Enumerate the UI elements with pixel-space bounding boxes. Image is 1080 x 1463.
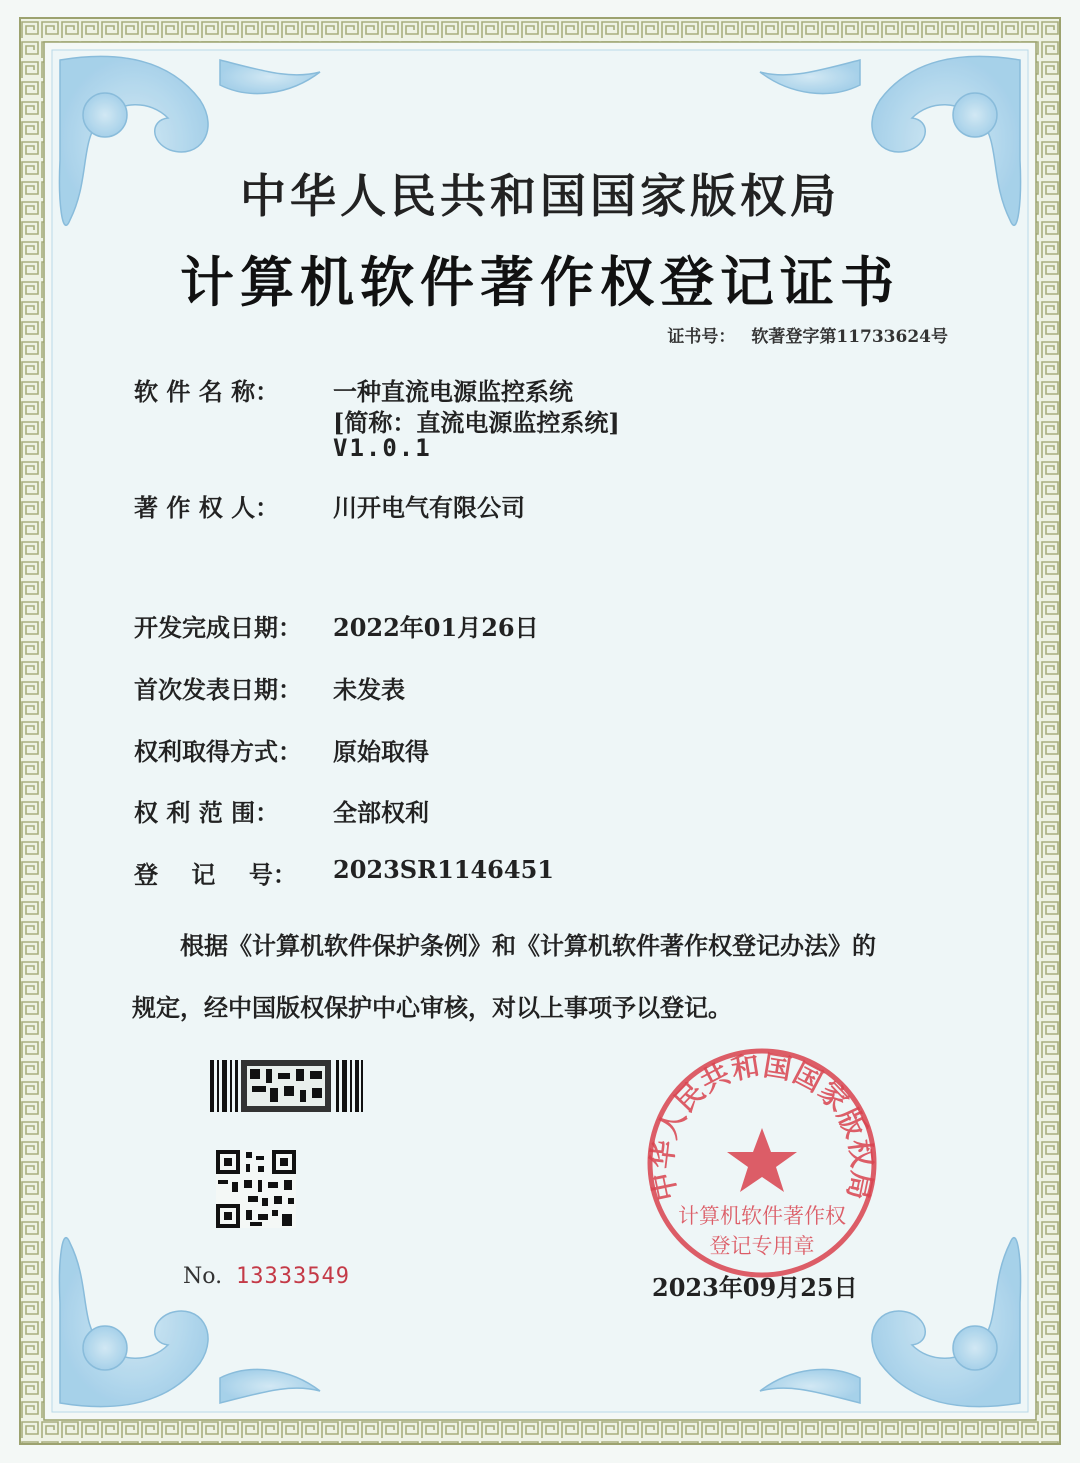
rights-scope-value: 全部权利	[333, 798, 429, 827]
owner-value: 川开电气有限公司	[333, 493, 525, 522]
dev-date-value: 2022年01月26日	[333, 613, 539, 642]
certificate-title: 计算机软件著作权登记证书	[180, 250, 900, 314]
software-name-line-2: [简称：直流电源监控系统]	[333, 408, 620, 437]
seal-line-2: 登记专用章	[709, 1234, 815, 1258]
publish-date-label: 首次发表日期：	[134, 675, 302, 704]
registration-number-label: 登 记 号：	[134, 860, 297, 889]
statement-line-1: 根据《计算机软件保护条例》和《计算机软件著作权登记办法》的	[180, 931, 876, 960]
seal-line-1: 计算机软件著作权	[678, 1204, 846, 1228]
certificate-number-label: 证书号：	[667, 327, 736, 347]
acquire-method-value: 原始取得	[333, 737, 429, 766]
issue-date: 2023年09月25日	[652, 1273, 858, 1302]
acquire-method-label: 权利取得方式：	[134, 737, 302, 766]
software-version: V1.0.1	[333, 434, 432, 462]
serial-number-value: 13333549	[236, 1264, 350, 1289]
certificate-number	[667, 322, 948, 347]
agency-heading: 中华人民共和国国家版权局	[240, 169, 840, 223]
dev-date-label: 开发完成日期：	[134, 613, 302, 642]
serial-number-label: No.	[183, 1264, 223, 1289]
publish-date-value: 未发表	[333, 675, 405, 704]
seal-arc-text: 中华人民共和国国家版权局	[645, 1048, 879, 1204]
software-name-line-1: 一种直流电源监控系统	[333, 377, 573, 406]
software-name-label: 软 件 名 称：	[134, 377, 280, 406]
certificate-number-value: 软著登字第11733624号	[751, 327, 948, 347]
owner-label: 著 作 权 人：	[134, 493, 280, 522]
registration-number-value: 2023SR1146451	[333, 855, 554, 884]
rights-scope-label: 权 利 范 围：	[134, 798, 280, 827]
statement-line-2: 规定，经中国版权保护中心审核，对以上事项予以登记。	[132, 993, 732, 1022]
svg-text:中华人民共和国国家版权局	[645, 1049, 879, 1204]
